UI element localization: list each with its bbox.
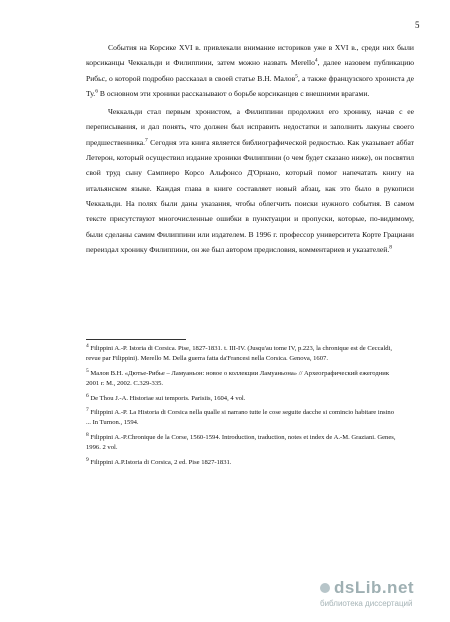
text-run: Чеккальди стал первым хронистом, а Филиппини продолжил его хронику, начав с ее переписывания, и дал понять, что должен был исправить недостатки и заполнить лакуны своего предшественника. <box>86 107 414 147</box>
footnote <box>86 408 396 429</box>
footnote-number: 8 <box>86 431 89 438</box>
text-run: , далее назовем публикацию Рибьс, о которой подробно рассказал в своей статье В.Н. Малов <box>86 58 414 83</box>
footnote-number: 6 <box>86 392 89 399</box>
footnote-ref: 4 <box>314 57 318 64</box>
footnote-number: 7 <box>86 406 89 413</box>
watermark-tagline: библиотека диссертаций <box>320 599 413 608</box>
footnote-text: Filippini A.P.Istoria di Corsica, 2 ed. Pise 1827-1831. <box>90 458 232 466</box>
footnote <box>86 433 396 454</box>
globe-icon <box>320 583 330 593</box>
footnote-text: Filippini A.-P.Chronique de la Corse, 1560-1594. Introduction, traduction, notes et index de A.-M. Graziani. Genes, 1996. 2 vol. <box>86 433 396 452</box>
footnote-text: Малов В.Н. «Дютье-Рибье – Ламуаньон: новое о коллекции Ламуаньона» // Археографический ежегодник 2001 г. М., 2002. С.329-335. <box>86 369 390 388</box>
watermark <box>320 578 450 608</box>
footnote-number: 5 <box>86 367 89 374</box>
footnote-text: De Thou J.-A. Historiae sui temporis. Parisiis, 1604, 4 vol. <box>90 394 246 402</box>
text-run: В основном эти хроники рассказывают о борьбе корсиканцев с внешними врагами. <box>97 88 370 98</box>
text-run: События на Корсике XVI в. привлекали внимание историков уже в XVI в., среди них были корсиканцы Чеккальди и Филиппини, затем можно назвать Merello <box>86 43 414 68</box>
footnote <box>86 344 396 365</box>
text-run: , а также французского хрониста де Ту. <box>86 73 414 98</box>
footnote-ref: 6 <box>95 88 98 95</box>
paragraph <box>86 40 414 101</box>
footnote <box>86 369 396 390</box>
text-run: Сегодня эта книга является библиографической редкостью. Как указывает аббат Летерон, который осуществил издание хроники Филиппини (о чем будет сказано ниже), он посвятил свой труд сыну Сампиеро Корсо Альфонсо Д'Орнано, который помог напечатать книгу на итальянском языке. Каждая глава в книге составляет новый абзац, как это было в рукописи Чеккальди. На полях были даны указания, чтобы облегчить поиски нужного события. В самом тексте присутствуют многочисленные ошибки в пунктуации и пропуски, которые, по-видимому, были сделаны самим Филиппини или издателем. В 1996 г. профессор университета Корте Грациани переиздал хронику Филиппини, он же был автором предисловия, комментариев и указателей. <box>86 137 414 254</box>
footnotes <box>86 344 396 472</box>
page-number: 5 <box>415 20 420 30</box>
footnote-separator <box>86 339 186 340</box>
footnote-text: Filippini A.-P. La Historia di Corsica nella qualle si narrano tutte le cose seguite dacche si comincio habitare insino ... In Turnon., 1594. <box>86 409 395 427</box>
footnote-number: 4 <box>86 342 89 349</box>
paragraph <box>86 104 414 257</box>
footnote <box>86 458 396 468</box>
watermark-site: dsLib.net <box>334 578 415 597</box>
footnote-ref: 8 <box>389 244 392 251</box>
footnote-ref: 7 <box>145 137 148 144</box>
footnote-ref: 5 <box>295 73 298 80</box>
footnote <box>86 394 396 404</box>
watermark-logo <box>320 578 450 598</box>
footnote-number: 9 <box>86 456 89 463</box>
footnote-text: Filippini A.-P. Istoria di Corsica. Pise, 1827-1831. t. III-IV. (Jusqu'au tome IV, p.223, la chronique est de Ceccaldi, revue par Filippini). Merello M. Della guerra fatta da'Francesi nella Corsica. Genova, 1607. <box>86 345 393 363</box>
body-text <box>86 40 414 257</box>
